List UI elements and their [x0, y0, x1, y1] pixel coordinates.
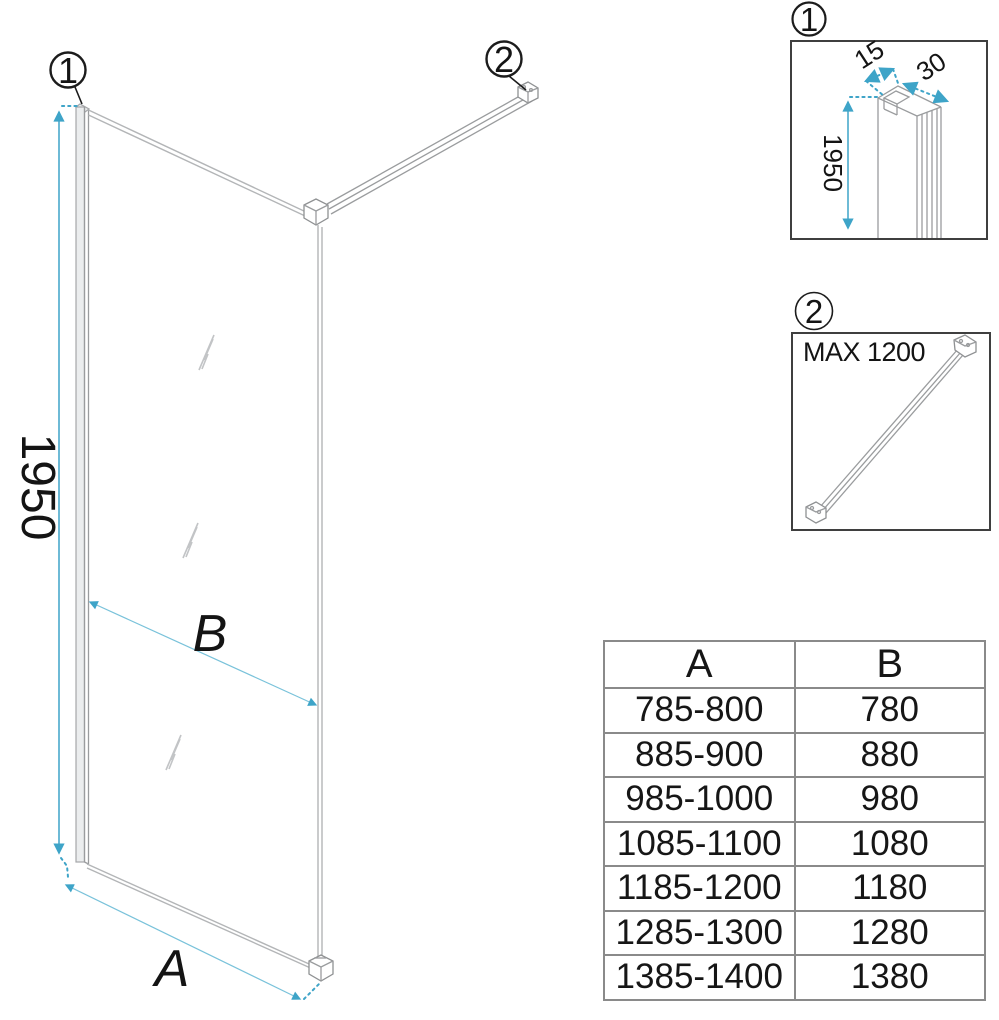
- column-header-a: A: [604, 641, 795, 688]
- table-row: [604, 866, 985, 911]
- detail-1-callout-number: 1: [799, 1, 819, 38]
- detail-view-1: [791, 1, 987, 239]
- glass-reflection-mark: [199, 335, 214, 370]
- cell-a: 785-800: [604, 688, 795, 733]
- cell-a: 1285-1300: [604, 911, 795, 956]
- cell-b: 1280: [795, 911, 986, 956]
- table-row: [604, 733, 985, 778]
- wall-profile: [76, 104, 89, 864]
- glass-clamp: [304, 199, 328, 225]
- column-header-b: B: [795, 641, 986, 688]
- height-dimension-label: 1950: [11, 433, 64, 541]
- detail-1-dim-30-label: 30: [910, 45, 952, 87]
- cell-b: 880: [795, 733, 986, 778]
- cell-b: 1380: [795, 955, 986, 1000]
- cell-a: 1085-1100: [604, 822, 795, 867]
- detail-1-dim-15-label: 15: [848, 33, 890, 75]
- callout-2: [487, 39, 527, 90]
- dimension-b-label: B: [192, 605, 228, 663]
- cell-a: 885-900: [604, 733, 795, 778]
- detail-view-2: [792, 293, 990, 531]
- detail-2-callout-number: 2: [804, 293, 824, 330]
- table-row: [604, 955, 985, 1000]
- callout-2-number: 2: [493, 39, 515, 80]
- size-table: [603, 640, 986, 1001]
- glass-reflection-mark: [166, 735, 181, 770]
- glass-panel: [87, 110, 322, 970]
- cell-b: 1180: [795, 866, 986, 911]
- table-row: [604, 822, 985, 867]
- cell-b: 780: [795, 688, 986, 733]
- support-bar: [304, 82, 538, 225]
- callout-1-number: 1: [57, 50, 79, 91]
- table-row: [604, 777, 985, 822]
- height-dimension-1950: [11, 106, 79, 877]
- dimension-a-label: A: [154, 940, 190, 998]
- cell-a: 985-1000: [604, 777, 795, 822]
- cell-b: 980: [795, 777, 986, 822]
- detail-1-dim-1950-label: 1950: [818, 134, 848, 192]
- main-isometric-view: [11, 39, 538, 999]
- glass-reflection-mark: [183, 523, 198, 558]
- table-row: [604, 911, 985, 956]
- floor-bracket: [309, 955, 333, 981]
- callout-1: [51, 50, 86, 104]
- cell-a: 1185-1200: [604, 866, 795, 911]
- dimension-a: [66, 885, 320, 999]
- cell-b: 1080: [795, 822, 986, 867]
- max-length-label: MAX 1200: [803, 337, 926, 367]
- dimension-b: [90, 602, 316, 705]
- cell-a: 1385-1400: [604, 955, 795, 1000]
- table-row: [604, 688, 985, 733]
- size-table-header-row: [604, 641, 985, 688]
